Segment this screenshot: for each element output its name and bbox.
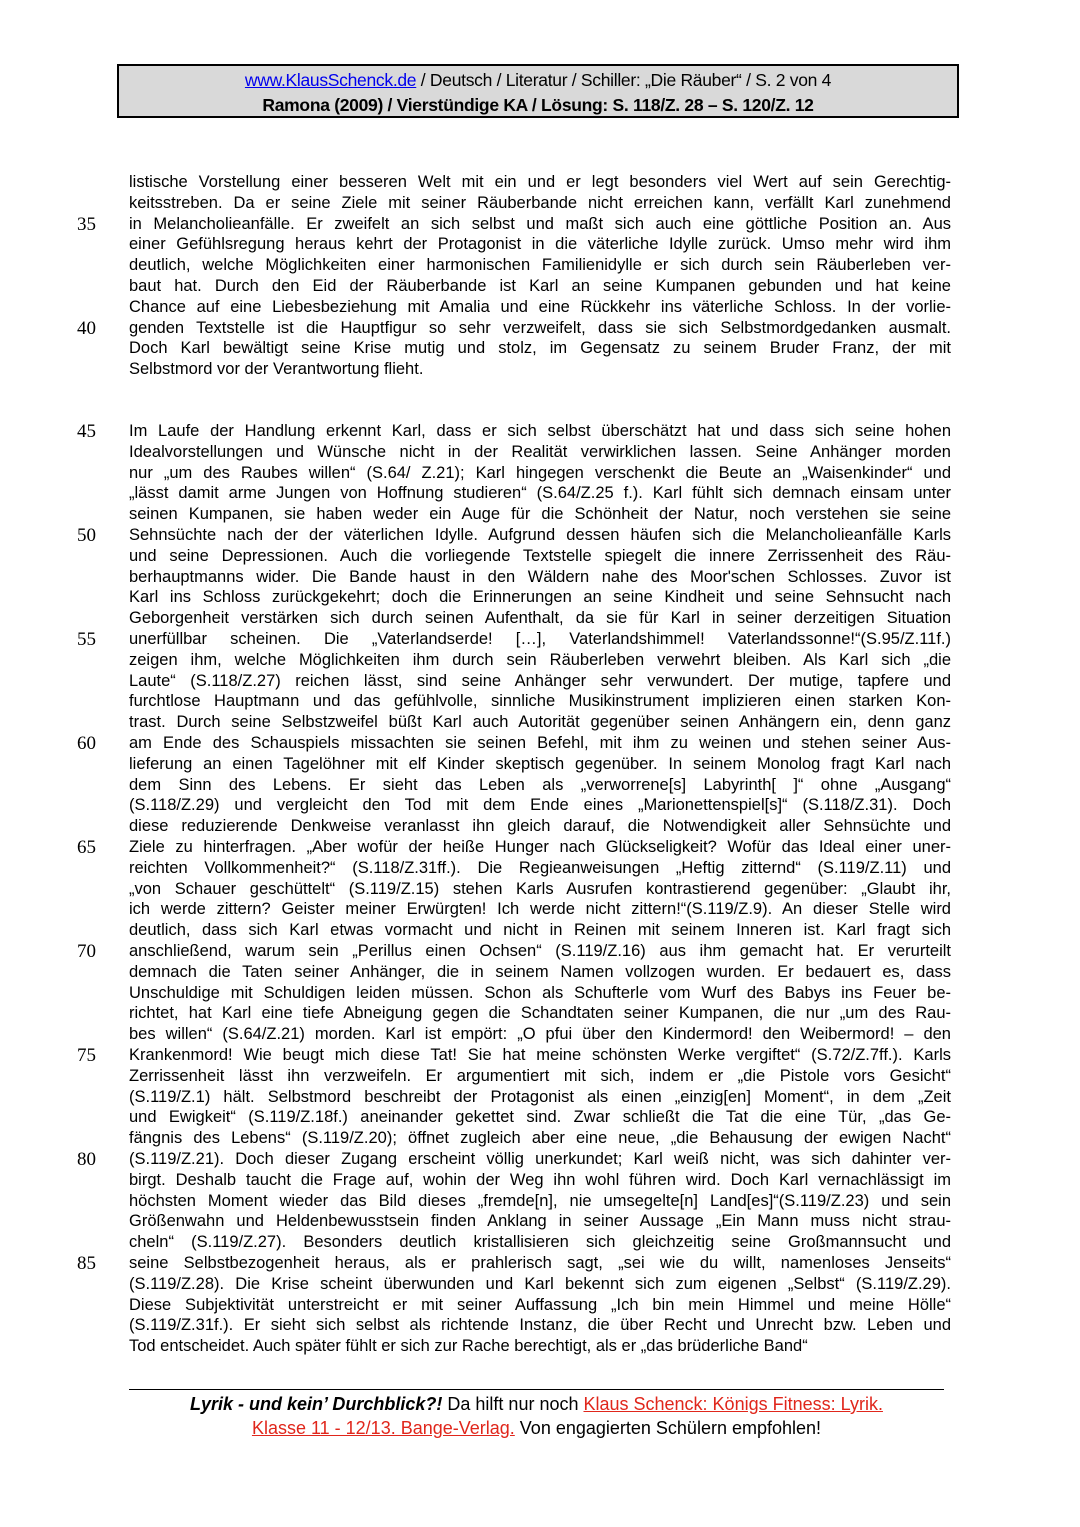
line-text: (S.118/Z.29) und vergleicht den Tod mit dem Ende eines „Marionettenspiel[s]“ (S.118/Z.31). Doch — [129, 796, 951, 815]
line-text: höchsten Moment wieder das Bild dieses „fremde[n], nie umsegelte[n] Land[es]“(S.119/Z.23) und sein — [129, 1191, 951, 1210]
line-text: Tod entscheidet. Auch später fühlt er sich zur Rache berechtigt, als er „das brüderliche Band“ — [129, 1337, 808, 1356]
line-text: deutlich, welche Möglichkeiten einer harmonischen Familienidylle er sich durch sein Räuberleben ver- — [129, 256, 951, 275]
line-text: Chance auf eine Liebesbeziehung mit Amalia und eine Rückkehr ins väterliche Schloss. In der vorlie- — [129, 297, 951, 316]
text-line — [0, 795, 1080, 816]
book-link-continued[interactable]: Klasse 11 - 12/13. Bange-Verlag. — [251, 1418, 515, 1438]
line-text: seine Selbstbezogenheit heraus, als er prahlerisch sagt, „sei wie du willt, namenloses Jenseits“ — [129, 1254, 951, 1272]
line-text: fängnis des Lebens“ (S.119/Z.20); öffnet zugleich aber eine neue, „die Behausung der ewigen Nacht“ — [129, 1129, 951, 1148]
footer-divider — [129, 1389, 944, 1390]
text-line — [0, 297, 1080, 318]
line-number: 40 — [77, 317, 96, 339]
site-link[interactable]: www.KlausSchenck.de — [244, 70, 417, 90]
line-text: dem Sinn des Lebens. Er sieht das Leben als „verworrene[s] Labyrinth[ ]“ ohne „Ausgang“ — [129, 775, 951, 794]
text-line — [0, 816, 1080, 837]
line-text: Idealvorstellungen und Wünsche nicht in der Realität verwirklichen lassen. Seine Anhänger morden — [129, 442, 951, 461]
line-text: Größenwahn und Heldenbewusstsein finden Anklang in seiner Aussage „Ein Mann muss nicht strau- — [129, 1212, 951, 1231]
text-line — [0, 1128, 1080, 1149]
text-line — [0, 1232, 1080, 1253]
text-line — [0, 1191, 1080, 1212]
line-text: cheln“ (S.119/Z.27). Besonders deutlich kristallisieren sich gleichzeitig seine Großmannsucht und — [129, 1233, 951, 1252]
line-text: Diese Subjektivität unterstreicht er mit seiner Auffassung „Ich bin mein Himmel und meine Hölle“ — [129, 1295, 951, 1314]
header-subtitle: Ramona (2009) / Vierstündige KA / Lösung: S. 118/Z. 28 – S. 120/Z. 12 — [262, 95, 814, 115]
text-line — [0, 483, 1080, 504]
text-line — [0, 962, 1080, 983]
text-line — [0, 359, 1080, 380]
text-line — [0, 546, 1080, 567]
line-number: 60 — [77, 733, 96, 754]
text-line — [0, 775, 1080, 796]
text-line — [0, 504, 1080, 525]
text-line — [0, 1295, 1080, 1316]
line-text: trast. Durch seine Selbstzweifel büßt Karl auch Autorität gegenüber seinen Anhängern ein, denn ganz — [129, 713, 951, 732]
text-line — [0, 1253, 1080, 1274]
text-line — [0, 858, 1080, 879]
text-line — [0, 1336, 1080, 1357]
text-line — [0, 608, 1080, 629]
footer-ad — [129, 1392, 944, 1440]
text-line — [0, 214, 1080, 235]
line-number: 65 — [77, 837, 96, 858]
line-text: in Melancholieanfälle. Er zweifelt an sich selbst und maßt sich auch eine göttliche Position an. Aus — [129, 214, 951, 233]
text-line — [0, 1045, 1080, 1066]
line-text: furchtlose Hauptmann und das gefühlvolle, sinnliche Musikinstrument implizieren einen starken Kon- — [129, 692, 951, 711]
text-line — [0, 983, 1080, 1004]
text-line — [0, 421, 1080, 442]
text-line — [0, 879, 1080, 900]
line-text: baut hat. Durch den Eid der Räuberbande ist Karl an seine Kumpanen gebunden und hat keine — [129, 277, 951, 295]
line-number: 70 — [77, 941, 96, 962]
line-text: Laute“ (S.118/Z.27) reichen lässt, sind seine Anhänger sehr verwundert. Der mutige, tapfere und — [129, 671, 951, 690]
text-line — [0, 442, 1080, 463]
text-line — [0, 1211, 1080, 1232]
line-text: demnach die Taten seiner Anhänger, die in seinem Namen vollzogen wurden. Er bedauert es, dass — [129, 962, 951, 981]
text-line — [0, 1003, 1080, 1024]
book-link[interactable]: Klaus Schenck: Königs Fitness: Lyrik. — [583, 1394, 883, 1414]
line-text: Karl ins Schloss zurückgekehrt; doch die Erinnerungen an seine Kindheit und seine Sehnsucht nach — [129, 588, 951, 607]
text-line — [0, 1315, 1080, 1336]
line-text: reichten Vollkommenheit?“ (S.118/Z.31ff.). Die Regieanweisungen „Heftig zitternd“ (S.119/Z.11) und — [129, 858, 951, 877]
text-line — [0, 1024, 1080, 1045]
text-line — [0, 255, 1080, 276]
line-text: Krankenmord! Wie beugt mich diese Tat! Sie hat meine schönsten Werke vergiftet“ (S.72/Z.7ff.). Karls — [129, 1046, 951, 1064]
line-text: zeigen ihm, welche Möglichkeiten ihm durch sein Räuberleben verwehrt bleiben. Als Karl sich „die — [129, 650, 951, 669]
line-text: seinen Kumpanen, sie haben weder ein Auge für die Schönheit der Natur, noch verstehen sie seine — [129, 505, 951, 524]
line-text: und seine Depressionen. Auch die vorliegende Textstelle spiegelt die innere Zerrissenheit des Räu- — [129, 546, 951, 565]
line-text: „lässt damit arme Jungen von Hoffnung studieren“ (S.64/Z.25 f.). Karl fühlt sich demnach einsam unter — [129, 484, 951, 503]
line-text: listische Vorstellung einer besseren Welt mit ein und er legt besonders viel Wert auf sein Gerechtig- — [129, 173, 951, 191]
line-text: unerfüllbar scheinen. Die „Vaterlandserde! […], Vaterlandshimmel! Vaterlandssonne!“(S.95/Z.11f.) — [129, 630, 951, 648]
line-text: und Ewigkeit“ (S.119/Z.18f.) aneinander gekettet sind. Zwar schließt die Tat die eine Tür, „das Ge- — [129, 1108, 951, 1127]
text-line — [0, 1149, 1080, 1170]
line-text: Ziele zu hinterfragen. „Aber wofür der heiße Hunger nach Glückseligkeit? Wofür das Ideal einer uner- — [129, 838, 951, 856]
line-text: lieferung an einen Tagelöhner mit elf Kinder skeptisch gegenüber. In seinem Monolog fragt Karl nach — [129, 754, 951, 773]
line-text: Geborgenheit verstärken sich durch seinen Aufenthalt, da sie für Karl in seiner derzeitigen Situation — [129, 609, 951, 628]
footer-text-2: Von engagierten Schülern empfohlen! — [514, 1418, 822, 1438]
line-text: (S.119/Z.28). Die Krise scheint überwunden und Karl bekennt sich zum eigenen „Selbst“ (S.119/Z.29). — [129, 1274, 951, 1293]
line-text: am Ende des Schauspiels missachten sie seinen Befehl, mit ihm zu weinen und stehen seiner Aus- — [129, 734, 951, 752]
line-text: nur „um des Raubes willen“ (S.64/ Z.21); Karl hingegen verschenkt die Beute an „Waisenkinder“ und — [129, 463, 951, 482]
breadcrumb: / Deutsch / Literatur / Schiller: „Die Räuber“ / S. 2 von 4 — [416, 70, 832, 90]
text-line — [0, 1170, 1080, 1191]
text-line — [0, 567, 1080, 588]
text-line — [0, 1274, 1080, 1295]
text-line — [0, 712, 1080, 733]
line-text: genden Textstelle ist die Hauptfigur so sehr verzweifelt, dass sie sich Selbstmordgedanken ausmalt. — [129, 318, 951, 337]
line-number: 80 — [77, 1149, 96, 1170]
text-line — [0, 733, 1080, 754]
line-text: bes willen“ (S.64/Z.21) morden. Karl ist empört: „O pfui über den Kindermord! den Weibermord! – den — [129, 1025, 951, 1044]
line-text: keitsstreben. Da er seine Ziele mit seiner Räuberbande nicht erreichen kann, verfällt Karl zunehmend — [129, 193, 951, 212]
text-line — [0, 525, 1080, 546]
line-text: (S.119/Z.21). Doch dieser Zugang erscheint völlig unerkundet; Karl weiß nicht, was sich dahinter ver- — [129, 1150, 951, 1168]
text-line — [0, 193, 1080, 214]
line-number: 50 — [77, 525, 96, 546]
line-number: 35 — [77, 213, 96, 235]
line-text: Sehnsüchte nach der der väterlichen Idylle. Aufgrund dessen häufen sich die Melancholieanfälle Karls — [129, 526, 951, 544]
text-line — [0, 338, 1080, 359]
footer-text-1: Da hilft nur noch — [442, 1394, 584, 1414]
line-text: (S.119/Z.1) hält. Selbstmord beschreibt der Protagonist als einen „einzig[en] Moment“, in dem „Zeit — [129, 1087, 951, 1106]
line-text: Doch Karl bewältigt seine Krise mutig und stolz, im Gegensatz zu seinem Bruder Franz, der mit — [129, 339, 951, 358]
text-line — [0, 837, 1080, 858]
text-line — [0, 754, 1080, 775]
line-text: diese reduzierende Denkweise veranlasst ihn gleich darauf, die Notwendigkeit aller Sehnsüchte und — [129, 817, 951, 836]
line-text: berhauptmanns wider. Die Bande haust in den Wäldern nahe des Moor'schen Schlosses. Zuvor ist — [129, 567, 951, 586]
text-line — [0, 671, 1080, 692]
line-text: Selbstmord vor der Verantwortung flieht. — [129, 360, 424, 379]
line-text: Unschuldige mit Schuldigen leiden müssen. Schon als Schufterle vom Wurf des Babys ins Feuer be- — [129, 983, 951, 1002]
text-line — [0, 172, 1080, 193]
line-number: 75 — [77, 1045, 96, 1066]
text-line — [0, 920, 1080, 941]
document-header — [117, 64, 959, 118]
text-line — [0, 650, 1080, 671]
line-text: ich werde zittern? Geister meiner Erwürgten! Ich werde nicht zittern!“(S.119/Z.9). An dieser Stelle wird — [129, 900, 951, 919]
text-line — [0, 318, 1080, 339]
text-line — [0, 899, 1080, 920]
text-line — [0, 276, 1080, 297]
line-text: richtet, hat Karl eine tiefe Abneigung gegen die Schandtaten seiner Kumpanen, die nur „um des Rau- — [129, 1004, 951, 1023]
line-number: 45 — [77, 421, 96, 442]
line-text: (S.119/Z.31f.). Er sieht sich selbst als richtende Instanz, die über Recht und Unrecht bzw. Leben und — [129, 1316, 951, 1335]
text-line — [0, 234, 1080, 255]
text-line — [0, 1066, 1080, 1087]
line-text: Zerrissenheit lässt ihn verzweifeln. Er argumentiert mit sich, indem er „die Pistole vors Gesicht“ — [129, 1066, 951, 1085]
text-line — [0, 1087, 1080, 1108]
text-line — [0, 629, 1080, 650]
text-line — [0, 463, 1080, 484]
line-text: deutlich, dass sich Karl etwas vormacht und nicht in Reinen mit seinem Inneren ist. Karl fragt sich — [129, 921, 951, 940]
text-line — [0, 587, 1080, 608]
footer-promo: Lyrik - und kein’ Durchblick?! — [190, 1394, 443, 1414]
text-line — [0, 691, 1080, 712]
line-text: birgt. Deshalb taucht die Frage auf, wohin der Weg ihn wohl führen wird. Doch Karl vernachlässigt im — [129, 1170, 951, 1189]
line-text: „von Schauer geschüttelt“ (S.119/Z.15) stehen Karls Ausrufen kontrastierend gegenüber: „Glaubt ihr, — [129, 879, 951, 898]
line-number: 55 — [77, 629, 96, 650]
text-line — [0, 941, 1080, 962]
line-text: anschließend, warum sein „Perillus einen Ochsen“ (S.119/Z.16) aus ihm gemacht hat. Er verurteilt — [129, 942, 951, 960]
line-number: 85 — [77, 1253, 96, 1274]
text-line — [0, 1107, 1080, 1128]
line-text: einer Gefühlsregung heraus kehrt der Protagonist in die väterliche Idylle zurück. Umso mehr wird ihm — [129, 235, 951, 254]
line-text: Im Laufe der Handlung erkennt Karl, dass er sich selbst überschätzt hat und dass sich seine hohen — [129, 422, 951, 440]
header-line-1 — [119, 68, 957, 93]
